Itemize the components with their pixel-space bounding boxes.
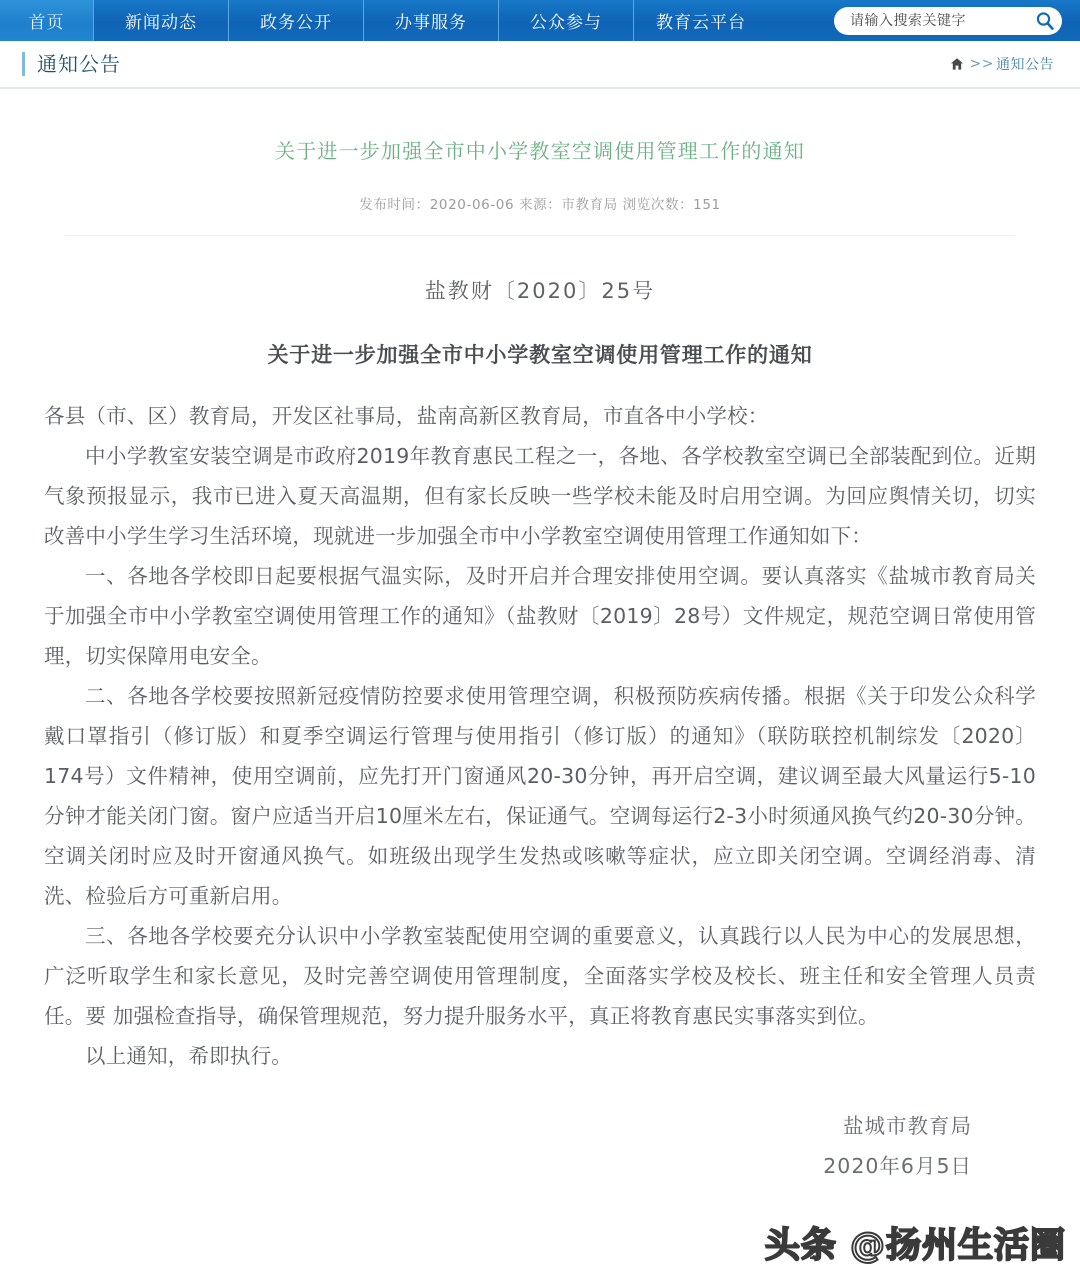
- document-paragraphs: [44, 370, 1036, 1076]
- nav-item-label: 教育云平台: [656, 13, 746, 33]
- nav-item-label: 公众参与: [530, 13, 602, 33]
- nav-item-home[interactable]: [0, 0, 93, 41]
- nav-item-public-participation[interactable]: [498, 0, 633, 41]
- breadcrumb-separator: >>: [969, 56, 994, 72]
- section-bar: [0, 41, 1080, 89]
- document-paragraph: 中小学教室安装空调是市政府2019年教育惠民工程之一，各地、各学校教室空调已全部装配到位。近期气象预报显示，我市已进入夏天高温期，但有家长反映一些学校未能及时启用空调。为回应舆情关切，切实改善中小学生学习生活环境，现就进一步加强全市中小学教室空调使用管理工作通知如下：: [44, 444, 1036, 548]
- search-box[interactable]: [834, 7, 1062, 35]
- signature-date: 2020年6月5日: [823, 1154, 972, 1178]
- nav-spacer: [768, 0, 834, 41]
- nav-item-services[interactable]: [363, 0, 498, 41]
- nav-item-label: 政务公开: [260, 13, 332, 33]
- nav-item-label: 新闻动态: [125, 13, 197, 33]
- nav-item-label: 首页: [28, 13, 65, 33]
- nav-item-news[interactable]: [93, 0, 228, 41]
- document-paragraph: 各县（市、区）教育局，开发区社事局，盐南高新区教育局，市直各中小学校：: [44, 404, 769, 428]
- document-number: 盐教财〔2020〕25号: [424, 279, 656, 303]
- top-navigation-bar: [0, 0, 1080, 41]
- nav-item-government-affairs[interactable]: [228, 0, 363, 41]
- home-icon[interactable]: [950, 57, 964, 71]
- document-paragraph: 三、各地各学校要充分认识中小学教室装配使用空调的重要意义，认真践行以人民为中心的发展思想，广泛听取学生和家长意见，及时完善空调使用管理制度，全面落实学校及校长、班主任和安全管理人员责任。要 加强检查指导，确保管理规范，努力提升服务水平，真正将教育惠民实事落实到位。: [44, 924, 1036, 1028]
- watermark: 头条 @扬州生活圈: [764, 1226, 1066, 1266]
- nav-item-education-cloud[interactable]: [633, 0, 768, 41]
- document-paragraph: 以上通知，希即执行。: [85, 1044, 292, 1068]
- article-title: 关于进一步加强全市中小学教室空调使用管理工作的通知: [275, 139, 805, 163]
- page-title: 通知公告: [22, 52, 121, 76]
- search-input[interactable]: [850, 13, 1032, 29]
- signature-organization: 盐城市教育局: [843, 1114, 972, 1138]
- search-icon[interactable]: [1032, 8, 1058, 34]
- article-meta: 发布时间：2020-06-06 来源：市教育局 浏览次数：151: [359, 197, 721, 213]
- official-document: [36, 236, 1044, 1186]
- search-area: [834, 0, 1062, 41]
- breadcrumb-current[interactable]: 通知公告: [996, 57, 1054, 73]
- nav-item-label: 办事服务: [395, 13, 467, 33]
- article-content: [0, 236, 1080, 1186]
- breadcrumb: [950, 54, 1054, 74]
- document-heading: 关于进一步加强全市中小学教室空调使用管理工作的通知: [267, 343, 813, 367]
- article-header: [0, 89, 1080, 236]
- document-paragraph: 二、各地各学校要按照新冠疫情防控要求使用管理空调，积极预防疾病传播。根据《关于印发公众科学戴口罩指引（修订版）和夏季空调运行管理与使用指引（修订版）的通知》（联防联控机制综发〔2020〕174号）文件精神，使用空调前，应先打开门窗通风20-30分钟，再开启空调，建议调至最大风量运行5-10分钟才能关闭门窗。窗户应适当开启10厘米左右，保证通气。空调每运行2-3小时须通风换气约20-30分钟。空调关闭时应及时开窗通风换气。如班级出现学生发热或咳嗽等症状，应立即关闭空调。空调经消毒、清洗、检验后方可重新启用。: [44, 684, 1036, 908]
- document-paragraph: 一、各地各学校即日起要根据气温实际，及时开启并合理安排使用空调。要认真落实《盐城市教育局关于加强全市中小学教室空调使用管理工作的通知》（盐教财〔2019〕28号）文件规定，规范空调日常使用管理，切实保障用电安全。: [44, 564, 1036, 668]
